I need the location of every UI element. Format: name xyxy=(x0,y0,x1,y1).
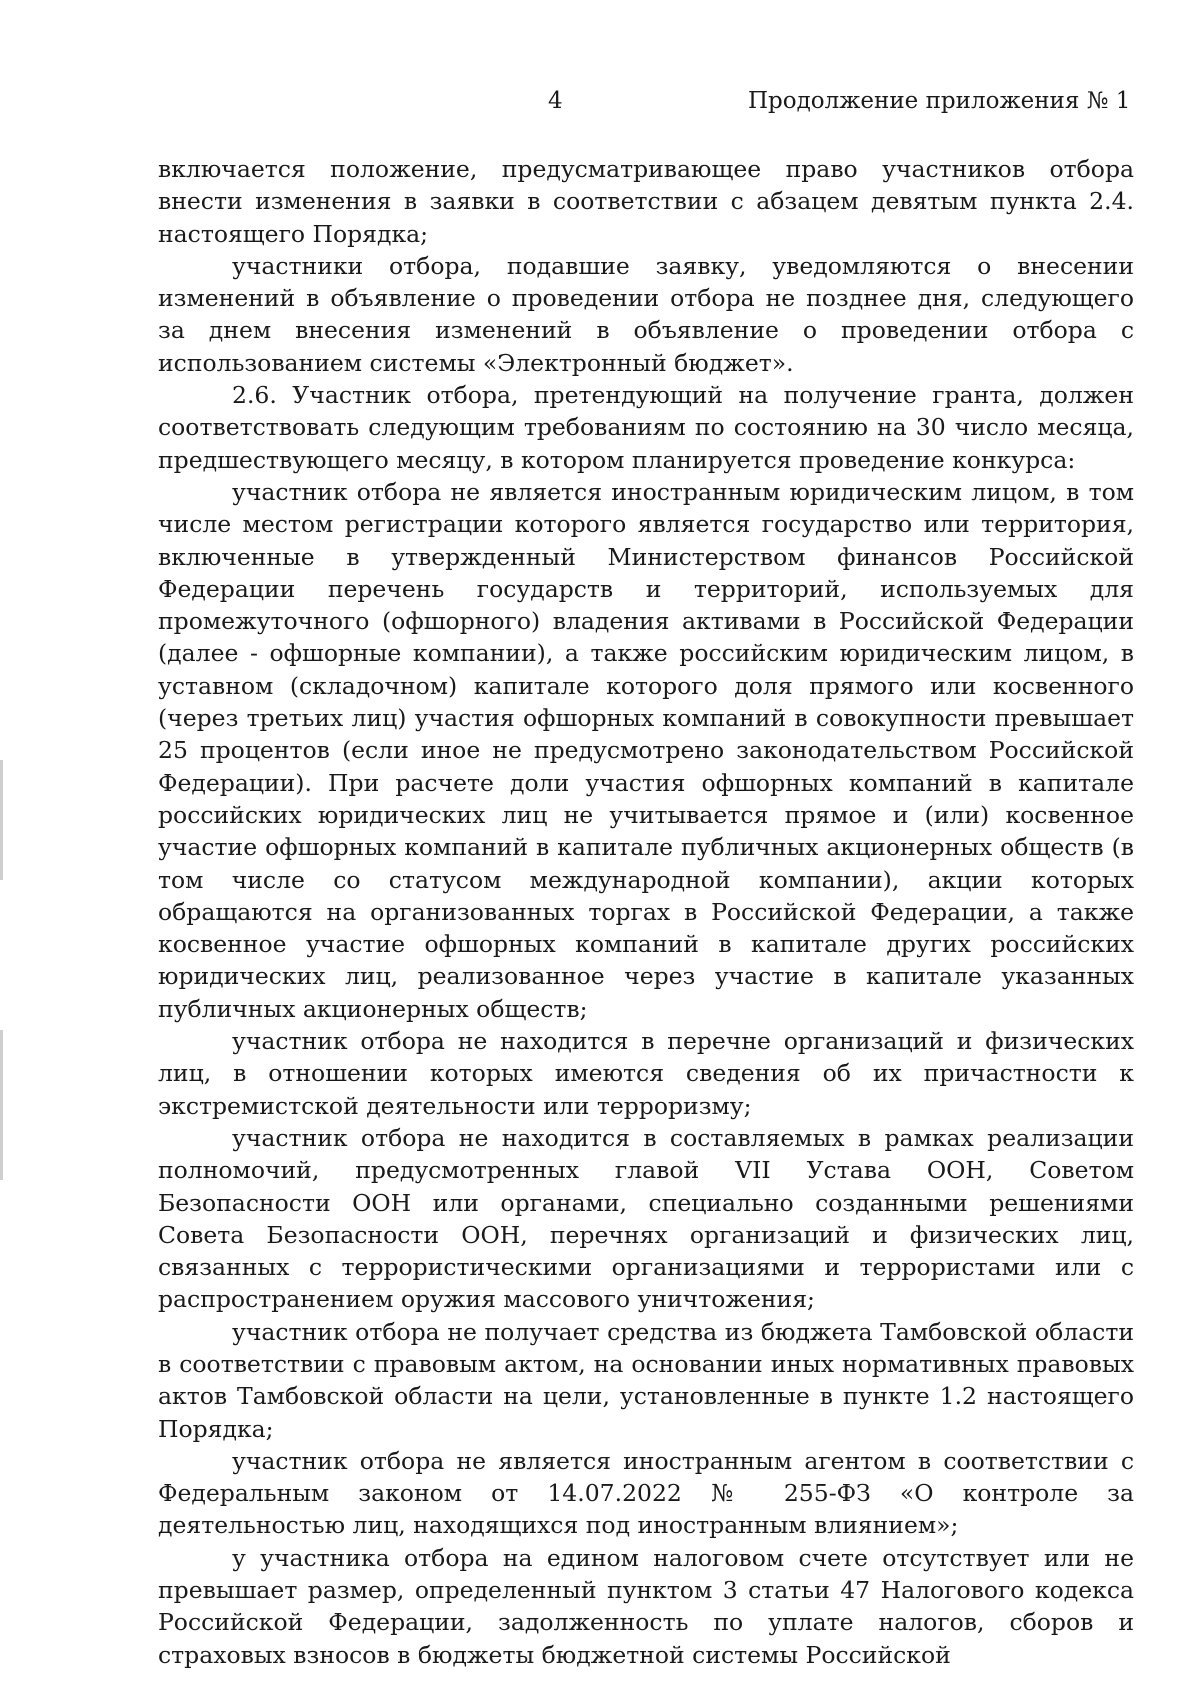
paragraph-offshore: участник отбора не является иностранным юридическим лицом, в том числе местом регистрации которого является государство или территория, включенные в утвержденный Министерством финансов Российской Федерации перечень государств и территорий, используемых для промежуточного (офшорного) владения активами в Российской Федерации (далее - офшорные компании), а также российским юридическим лицом, в уставном (складочном) капитале которого доля прямого или косвенного (через третьих лиц) участия офшорных компаний в совокупности превышает 25 процентов (если иное не предусмотрено законодательством Российской Федерации). При расчете доли участия офшорных компаний в капитале российских юридических лиц не учитывается прямое и (или) косвенное участие офшорных компаний в капитале публичных акционерных обществ (в том числе со статусом международной компании), акции которых обращаются на организованных торгах в Российской Федерации, а также косвенное участие офшорных компаний в капитале других российских юридических лиц, реализованное через участие в капитале указанных публичных акционерных обществ; xyxy=(158,477,1134,1023)
document-body xyxy=(158,153,1134,1671)
paragraph-extremism: участник отбора не находится в перечне организаций и физических лиц, в отношении которых имеются сведения об их причастности к экстремистской деятельности или терроризму; xyxy=(158,1027,1134,1120)
paragraph-notification: участники отбора, подавшие заявку, уведомляются о внесении изменений в объявление о проведении отбора не позднее дня, следующего за днем внесения изменений в объявление о проведении отбора с использованием системы «Электронный бюджет». xyxy=(158,251,1134,377)
scan-edge-mark xyxy=(0,1030,3,1180)
scan-edge-mark xyxy=(0,760,3,880)
paragraph-continuation: включается положение, предусматривающее право участников отбора внести изменения в заявки в соответствии с абзацем девятым пункта 2.4. настоящего Порядка; xyxy=(158,155,1134,248)
paragraph-requirements-intro: 2.6. Участник отбора, претендующий на получение гранта, должен соответствовать следующим требованиям по состоянию на 30 число месяца, предшествующего месяцу, в котором планируется проведение конкурса: xyxy=(158,381,1134,474)
paragraph-un-lists: участник отбора не находится в составляемых в рамках реализации полномочий, предусмотренных главой VII Устава ООН, Советом Безопасности ООН или органами, специально созданными решениями Совета Безопасности ООН, перечнях организаций и физических лиц, связанных с террористическими организациями и террористами или с распространением оружия массового уничтожения; xyxy=(158,1123,1134,1314)
appendix-caption: Продолжение приложения № 1 xyxy=(748,88,1131,114)
page-number: 4 xyxy=(548,88,563,114)
paragraph-tax-debt: у участника отбора на едином налоговом счете отсутствует или не превышает размер, определенный пунктом 3 статьи 47 Налогового кодекса Российской Федерации, задолженность по уплате налогов, сборов и страховых взносов в бюджеты бюджетной системы Российской xyxy=(158,1543,1134,1669)
page-header xyxy=(0,88,1200,128)
paragraph-foreign-agent: участник отбора не является иностранным агентом в соответствии с Федеральным законом от 14.07.2022 № 255-ФЗ «О контроле за деятельностью лиц, находящихся под иностранным влиянием»; xyxy=(158,1446,1134,1540)
paragraph-regional-budget: участник отбора не получает средства из бюджета Тамбовской области в соответствии с правовым актом, на основании иных нормативных правовых актов Тамбовской области на цели, установленные в пункте 1.2 настоящего Порядка; xyxy=(158,1317,1134,1443)
